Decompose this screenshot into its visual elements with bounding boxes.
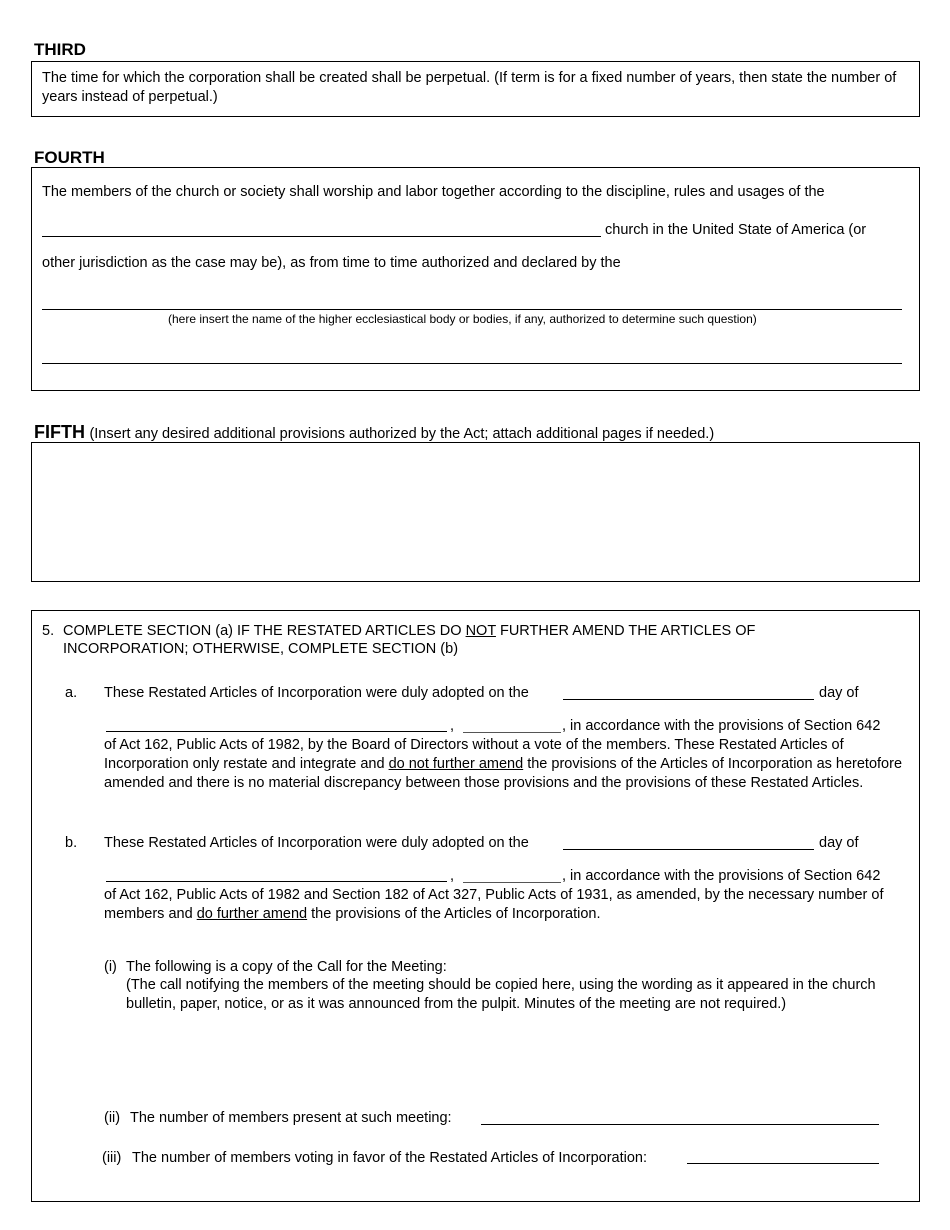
item-i-note: (The call notifying the members of the meeting should be copied here, using the wording as it appeared in the church bulletin, paper, notice, or as it was announced from the pulpit. Minutes of the meeting are not required.) — [126, 977, 876, 1012]
section-a-comma: , — [450, 718, 455, 734]
section-b-year-field[interactable] — [463, 882, 561, 883]
members-voting-field[interactable] — [687, 1163, 879, 1164]
section-a-body-1: of Act 162, Public Acts of 1982, by the Board of Directors without a vote of the members. These Restated Articles of Incorporation only restate and integrate and — [104, 737, 844, 772]
section-b-accordance: , in accordance with the provisions of Section 642 — [562, 868, 881, 884]
section-a-underlined: do not further amend — [388, 756, 524, 772]
third-heading: THIRD — [34, 40, 86, 59]
third-box — [31, 61, 920, 117]
fourth-line1: The members of the church or society shall worship and labor together according to the discipline, rules and usages of the — [42, 184, 825, 200]
item-i-text: The following is a copy of the Call for the Meeting: — [126, 959, 447, 975]
section-a-body-2: the provisions of the Articles of Incorporation as heretofore amended and there is no material discrepancy between those provisions and the provisions of these Restated Articles. — [104, 756, 903, 791]
section-a-accordance: , in accordance with the provisions of Section 642 — [562, 718, 881, 734]
section-a-day-field[interactable] — [563, 699, 814, 700]
section5-title-part2: FURTHER AMEND THE ARTICLES OF — [499, 623, 756, 639]
section-b-comma: , — [450, 868, 455, 884]
fifth-instruction: (Insert any desired additional provisions authorized by the Act; attach additional pages if needed.) — [89, 426, 715, 442]
section-a-adopted: These Restated Articles of Incorporation were duly adopted on the — [104, 685, 529, 701]
section-a-month-field[interactable] — [106, 731, 447, 732]
section-a-day-of: day of — [819, 685, 859, 701]
members-present-field[interactable] — [481, 1124, 879, 1125]
section-b-month-field[interactable] — [106, 881, 447, 882]
item-i-label: (i) — [104, 959, 117, 975]
section-a-year-field[interactable] — [463, 732, 561, 733]
fourth-box — [31, 167, 920, 391]
section-b-body-1: of Act 162, Public Acts of 1982 and Section 182 of Act 327, Public Acts of 1931, as amended, by the necessary number of members and — [104, 887, 884, 922]
church-name-field[interactable] — [42, 236, 601, 237]
fourth-line3: other jurisdiction as the case may be), as from time to time authorized and declared by the — [42, 255, 621, 271]
section5-box — [31, 610, 920, 1202]
ecclesiastical-body-field-2[interactable] — [42, 363, 902, 364]
section-b-adopted: These Restated Articles of Incorporation were duly adopted on the — [104, 835, 529, 851]
item-ii-label: (ii) — [104, 1110, 121, 1126]
section-b-body-2: the provisions of the Articles of Incorporation. — [311, 906, 601, 922]
fourth-caption: (here insert the name of the higher ecclesiastical body or bodies, if any, authorized to determine such question) — [168, 312, 757, 326]
fifth-header — [34, 422, 714, 443]
fourth-line2: church in the United State of America (or — [605, 222, 867, 238]
section-b-label: b. — [65, 835, 78, 851]
section5-title-part1: COMPLETE SECTION (a) IF THE RESTATED ARTICLES DO — [63, 623, 462, 639]
section5-number: 5. — [42, 623, 55, 639]
section5-title-line2: INCORPORATION; OTHERWISE, COMPLETE SECTION (b) — [63, 641, 459, 657]
fourth-heading: FOURTH — [34, 148, 105, 167]
section-b-day-of: day of — [819, 835, 859, 851]
section-a-label: a. — [65, 685, 78, 701]
section-b-day-field[interactable] — [563, 849, 814, 850]
ecclesiastical-body-field[interactable] — [42, 309, 902, 310]
item-ii-text: The number of members present at such meeting: — [130, 1110, 452, 1126]
fifth-provisions-box[interactable] — [31, 442, 920, 582]
section-b-body — [104, 886, 904, 924]
section-a-body — [104, 736, 904, 793]
section-b-underlined: do further amend — [196, 906, 308, 922]
section5-title-line1 — [63, 622, 755, 641]
item-iii-label: (iii) — [102, 1150, 122, 1166]
fifth-heading: FIFTH — [34, 422, 85, 442]
section5-title-not: NOT — [465, 623, 496, 639]
item-iii-text: The number of members voting in favor of the Restated Articles of Incorporation: — [132, 1150, 648, 1166]
third-text: The time for which the corporation shall be created shall be perpetual. (If term is for a fixed number of years, then state the number of years instead of perpetual.) — [42, 70, 897, 105]
